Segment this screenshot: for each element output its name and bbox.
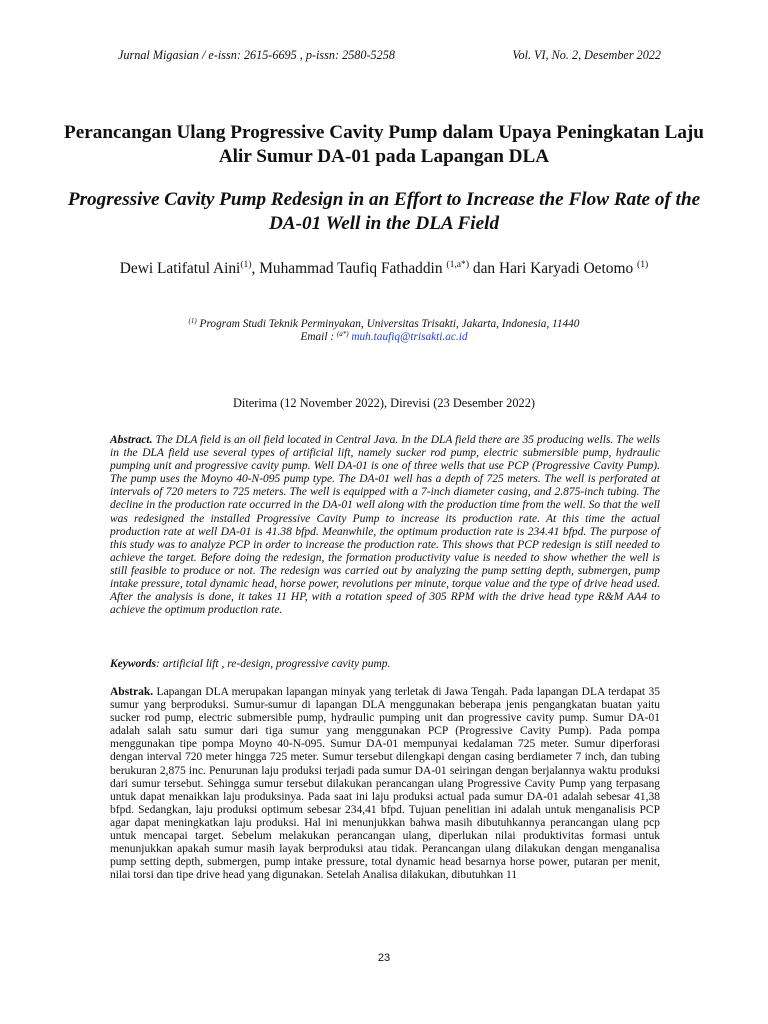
abstract-english xyxy=(110,434,660,617)
received-dates: Diterima (12 November 2022), Direvisi (23 Desember 2022) xyxy=(232,396,536,410)
abstrak-label: Abstrak. xyxy=(110,686,154,698)
keywords-text: : artificial lift , re-design, progressive cavity pump. xyxy=(156,658,391,670)
affiliation-line xyxy=(100,318,668,331)
affiliation-mark: (1,a*) xyxy=(446,259,470,270)
abstract-text: The DLA field is an oil field located in Central Java. In the DLA field there are 35 producing wells. The wells in the DLA field use several types of artificial lift, namely sucker rod pump, electric submersible pump, hydraulic pumping unit and progressive cavity pump. Well DA-01 is one of three wells that use PCP (Progressive Cavity Pump). The pump uses the Moyno 40-N-095 pump type. The DA-01 well has a depth of 725 meters. The well is perforated at intervals of 720 meters to 725 meters. The well is equipped with a 7-inch diameter casing, and 2.875-inch tubing. The decline in the production rate occurred in the DA-01 well along with the production time from the well. So that the well was redesigned the installed Progressive Cavity Pump to increase its production rate. At this time the actual production rate at well DA-01 is 41.38 bfpd. Meanwhile, the optimum production rate is 234.41 bfpd. The purpose of this study was to analyze PCP in order to increase the production rate. This shows that PCP redesign is still needed to achieve the target. Before doing the redesign, the formation productivity value is needed to show whether the well is still feasible to produce or not. The redesign was carried out by analyzing the pump setting depth, submergen, pump intake pressure, total dynamic head, horse power, revolutions per minute, torque value and the type of drive head used. After the analysis is done, it takes 11 HP, with a rotation speed of 305 RPM with the drive head type R&M AA4 to achieve the optimum production rate. xyxy=(110,434,660,617)
affiliation-text: Program Studi Teknik Perminyakan, Universitas Trisakti, Jakarta, Indonesia, 11440 xyxy=(199,318,580,330)
email-mark: (a*) xyxy=(336,330,349,338)
affiliation-mark: (1) xyxy=(637,259,649,270)
paper-title-english: Progressive Cavity Pump Redesign in an Effort to Increase the Flow Rate of the DA-01 Well in the DLA Field xyxy=(67,189,701,234)
affiliation-mark: (1) xyxy=(240,259,252,270)
email-line xyxy=(100,331,668,344)
author-separator: dan xyxy=(469,260,499,277)
author-list xyxy=(100,259,668,279)
author-name: Dewi Latifatul Aini xyxy=(119,260,241,277)
journal-info: Jurnal Migasian / e-issn: 2615-6695 , p-issn: 2580-5258 xyxy=(118,48,395,62)
abstract-label: Abstract. xyxy=(110,434,153,446)
email-link[interactable]: muh.taufiq@trisakti.ac.id xyxy=(351,331,468,343)
paper-title-indonesian: Perancangan Ulang Progressive Cavity Pump dalam Upaya Peningkatan Laju Alir Sumur DA-01 pada Lapangan DLA xyxy=(64,122,704,167)
author-name: Hari Karyadi Oetomo xyxy=(498,260,634,277)
page-number: 23 xyxy=(377,952,391,964)
volume-info: Vol. VI, No. 2, Desember 2022 xyxy=(512,48,661,62)
abstrak-text: Lapangan DLA merupakan lapangan minyak yang terletak di Jawa Tengah. Pada lapangan DLA terdapat 35 sumur yang berproduksi. Sumur-sumur di lapangan DLA menggunakan beberapa jenis pengangkatan buatan yaitu sucker rod pump, electric submersible pump, hydraulic pumping unit dan progressive cavity pump. Sumur DA-01 adalah salah satu sumur dari tiga sumur yang menggunakan PCP (Progressive Cavity Pump). Pada pompa menggunakan tipe pompa Moyno 40-N-095. Sumur DA-01 mempunyai kedalaman 725 meter. Sumur diperforasi dengan interval 720 meter hingga 725 meter. Sumur tersebut dilengkapi dengan casing berdiameter 7 inch, dan tubing berukuran 2,875 inc. Penurunan laju produksi terjadi pada sumur DA-01 seiringan dengan berjalannya waktu produksi dari sumur tersebut. Sehingga sumur tersebut dilakukan perancangan ulang Progressive Cavity Pump yang terpasang untuk dapat menaikkan laju produksinya. Pada saat ini laju produksi actual pada sumur DA-01 adalah sebesar 41,38 bfpd. Sedangkan, laju produksi optimum sebesar 234,41 bfpd. Tujuan penelitian ini adalah untuk menganalisis PCP agar dapat meningkatkan laju produksi. Hal ini menunjukkan bahwa masih dibutuhkannya perancangan ulang pcp untuk mencapai target. Sebelum melakukan perancangan ulang, diperlukan nilai produktivitas formasi untuk menunjukkan apakah sumur masih layak berproduksi atau tidak. Perancangan ulang dilakukan dengan menganalisa pump setting depth, submergen, pump intake pressure, total dynamic head besarnya horse power, putaran per menit, nilai torsi dan tipe drive head yang digunakan. Setelah Analisa dilakukan, dibutuhkan 11 xyxy=(110,686,661,882)
running-header xyxy=(118,47,661,63)
email-label: Email : xyxy=(300,331,335,343)
author-name: Muhammad Taufiq Fathaddin xyxy=(259,260,443,277)
abstract-indonesian xyxy=(110,686,660,882)
affiliation-block xyxy=(100,318,668,344)
author-separator: , xyxy=(251,260,260,277)
affiliation-mark: (1) xyxy=(188,317,197,325)
keywords xyxy=(110,658,660,671)
keywords-label: Keywords xyxy=(110,658,156,670)
